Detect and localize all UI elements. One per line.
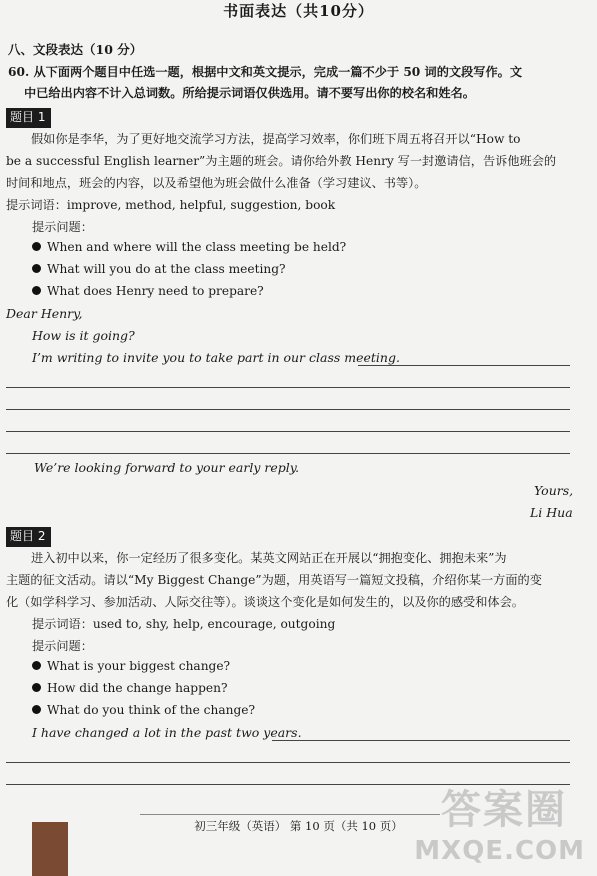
answer-line[interactable] <box>272 740 570 741</box>
topic-2-question: What do you think of the change? <box>32 703 255 717</box>
section-heading: 八、文段表达（10 分） <box>8 42 143 57</box>
topic-1-prompt <box>6 128 586 194</box>
topic-1-prompt-line-1: 假如你是李华，为了更好地交流学习方法，提高学习效率，你们班下周五将召开以“How to <box>31 132 521 146</box>
watermark-url: MXQE.COM <box>414 836 585 866</box>
topic-1-question: What does Henry need to prepare? <box>32 284 264 298</box>
essay-opening: I have changed a lot in the past two years. <box>32 725 302 740</box>
topic-1-question: What will you do at the class meeting? <box>32 262 286 276</box>
footer-divider <box>140 814 440 815</box>
topic-1-questions-label: 提示问题： <box>32 220 93 234</box>
topic-1-question: When and where will the class meeting be held? <box>32 240 346 254</box>
bullet-icon <box>32 683 41 692</box>
letter-salutation: Dear Henry, <box>6 306 83 321</box>
topic-2-questions-label: 提示问题： <box>32 639 93 653</box>
topic-1-hint-words: 提示词语：improve, method, helpful, suggestion, book <box>6 198 336 212</box>
answer-line[interactable] <box>6 431 570 432</box>
bullet-icon <box>32 661 41 670</box>
topic-2-prompt <box>6 547 586 613</box>
q60-line-2: 中已给出内容不计入总词数。所给提示词语仅供选用。请不要写出你的校名和姓名。 <box>24 86 475 100</box>
brown-corner-block <box>32 822 68 876</box>
topic-2-tag: 题目 2 <box>6 527 51 547</box>
topic-2-prompt-line-3: 化（如学科学习、参加活动、人际交往等）。谈谈这个变化是如何发生的，以及你的感受和体会。 <box>6 595 524 609</box>
answer-line[interactable] <box>6 387 570 388</box>
topic-2-prompt-line-1: 进入初中以来，你一定经历了很多变化。某英文网站正在开展以“拥抱变化、拥抱未来”为 <box>31 551 507 565</box>
letter-opening: I’m writing to invite you to take part in our class meeting. <box>32 350 400 365</box>
topic-1-prompt-line-3: 时间和地点，班会的内容，以及希望他为班会做什么准备（学习建议、书等）。 <box>6 176 427 190</box>
bullet-icon <box>32 264 41 273</box>
topic-1-prompt-line-2: be a successful English learner”为主题的班会。请你给外教 Henry 写一封邀请信，告诉他班会的 <box>6 154 557 168</box>
topic-2-hint-words: 提示词语：used to, shy, help, encourage, outgoing <box>32 617 336 631</box>
q60-line-1: 60. 从下面两个题目中任选一题，根据中文和英文提示，完成一篇不少于 50 词的文段写作。文 <box>8 65 523 79</box>
answer-line[interactable] <box>6 453 570 454</box>
page-footer: 初三年级（英语） 第 10 页（共 10 页） <box>194 819 403 833</box>
letter-greeting: How is it going? <box>32 328 135 343</box>
letter-closing: We’re looking forward to your early reply. <box>34 460 300 475</box>
letter-signature: Li Hua <box>530 505 573 520</box>
topic-2-prompt-line-2: 主题的征文活动。请以“My Biggest Change”为题，用英语写一篇短文投稿，介绍你某一方面的变 <box>6 573 542 587</box>
page-title: 书面表达（共10分） <box>223 2 374 20</box>
bullet-icon <box>32 705 41 714</box>
topic-1-tag: 题目 1 <box>6 108 51 128</box>
bullet-icon <box>32 286 41 295</box>
answer-line[interactable] <box>6 762 570 763</box>
watermark-logo: 答案圈 <box>441 787 567 833</box>
topic-2-question: How did the change happen? <box>32 681 227 695</box>
answer-line[interactable] <box>6 409 570 410</box>
bullet-icon <box>32 242 41 251</box>
letter-signoff: Yours, <box>534 483 574 498</box>
question-60-instructions <box>8 62 588 104</box>
topic-2-question: What is your biggest change? <box>32 659 230 673</box>
answer-line[interactable] <box>358 365 570 366</box>
